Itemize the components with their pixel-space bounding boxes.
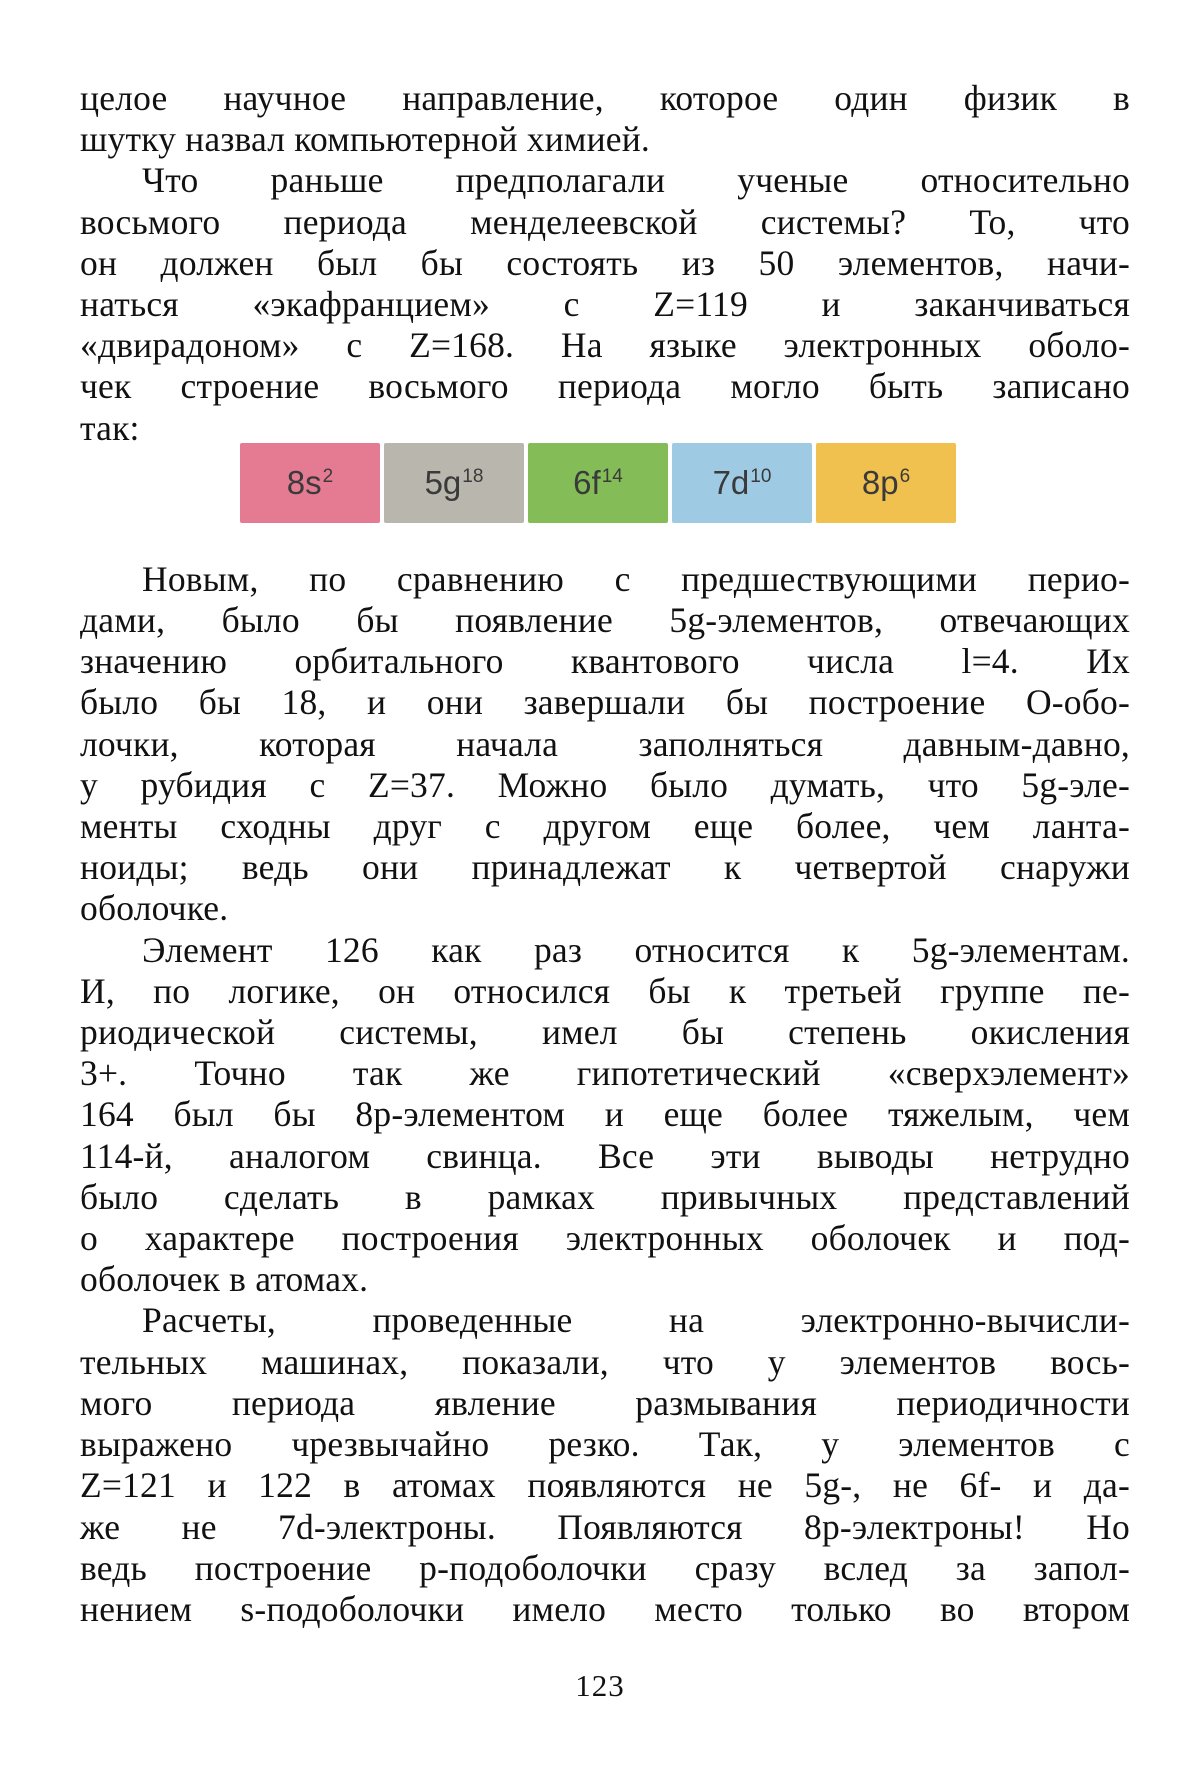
page-number: 123 [575, 1668, 625, 1703]
electron-count: 6 [899, 465, 911, 487]
orbital-label: 7d [712, 463, 750, 501]
text-line: было сделать в рамках привычных представлений [80, 1176, 1130, 1217]
electron-count: 14 [601, 465, 623, 487]
text-line: лочки, которая начала заполняться давным-давно, [80, 723, 1130, 764]
text-line: нением s-подоболочки имело место только во втором [80, 1588, 1130, 1629]
book-page [80, 78, 1130, 1630]
paragraph-5 [80, 1300, 1130, 1630]
orbital-label: 8p [861, 463, 899, 501]
electron-count: 10 [750, 465, 772, 487]
text-line: ведь построение p-подоболочки сразу вслед за запол- [80, 1547, 1130, 1588]
text-line: менты сходны друг с другом еще более, чем ланта- [80, 806, 1130, 847]
text-line: восьмого периода менделеевской системы? То, что [80, 201, 1130, 242]
paragraph-2 [80, 160, 1130, 448]
text-line: риодической системы, имел бы степень окисления [80, 1012, 1130, 1053]
text-line: Элемент 126 как раз относится к 5g-элементам. [142, 929, 1130, 970]
text-line: И, по логике, он относился бы к третьей группе пе- [80, 970, 1130, 1011]
text-line: чек строение восьмого периода могло быть записано [80, 366, 1130, 407]
text-line: было бы 18, и они завершали бы построение O-обо- [80, 682, 1130, 723]
paragraph-3 [80, 559, 1130, 930]
configuration-row [240, 443, 956, 523]
text-line: Новым, по сравнению с предшествующими перио- [142, 558, 1130, 599]
text-line: выражено чрезвычайно резко. Так, у элементов с [80, 1424, 1130, 1465]
text-line: он должен был бы состоять из 50 элементов, начи- [80, 242, 1130, 283]
text-line: 3+. Точно так же гипотетический «сверхэлемент» [80, 1053, 1130, 1094]
text-line: Что раньше предполагали ученые относительно [142, 160, 1130, 201]
text-line: целое научное направление, которое один физик в [80, 78, 1130, 118]
text-line: Z=121 и 122 в атомах появляются не 5g-, не 6f- и да- [80, 1465, 1130, 1506]
text-line: 114-й, аналогом свинца. Все эти выводы нетрудно [80, 1135, 1130, 1176]
text-line: шутку назвал компьютерной химией. [80, 119, 651, 160]
orbital-label: 8s [286, 463, 322, 501]
electron-count: 2 [322, 465, 334, 487]
text-line: же не 7d-электроны. Появляются 8p-электроны! Но [80, 1506, 1130, 1547]
electron-configuration [80, 449, 1130, 559]
text-line: дами, было бы появление 5g-элементов, отвечающих [80, 600, 1130, 641]
orbital-box-5g [384, 443, 524, 523]
text-line: так: [80, 407, 140, 448]
text-line: Расчеты, проведенные на электронно-вычисли- [142, 1300, 1130, 1341]
text-line: у рубидия с Z=37. Можно было думать, что 5g-эле- [80, 764, 1130, 805]
orbital-box-7d [672, 443, 812, 523]
electron-count: 18 [462, 465, 484, 487]
paragraph-1 [80, 78, 1130, 160]
text-line: оболочек в атомах. [80, 1259, 369, 1300]
text-line: ноиды; ведь они принадлежат к четвертой снаружи [80, 847, 1130, 888]
text-line: тельных машинах, показали, что у элементов вось- [80, 1341, 1130, 1382]
orbital-label: 5g [424, 463, 462, 501]
orbital-label: 6f [573, 463, 601, 501]
paragraph-4 [80, 930, 1130, 1301]
orbital-box-8p [816, 443, 956, 523]
text-line: значению орбитального квантового числа l=4. Их [80, 641, 1130, 682]
text-line: наться «экафранцием» с Z=119 и заканчиваться [80, 284, 1130, 325]
text-line: 164 был бы 8p-элементом и еще более тяжелым, чем [80, 1094, 1130, 1135]
orbital-box-6f [528, 443, 668, 523]
text-line: мого периода явление размывания периодичности [80, 1382, 1130, 1423]
orbital-box-8s [240, 443, 380, 523]
text-line: оболочке. [80, 888, 229, 929]
text-line: «двирадоном» с Z=168. На языке электронных оболо- [80, 325, 1130, 366]
text-line: о характере построения электронных оболочек и под- [80, 1218, 1130, 1259]
